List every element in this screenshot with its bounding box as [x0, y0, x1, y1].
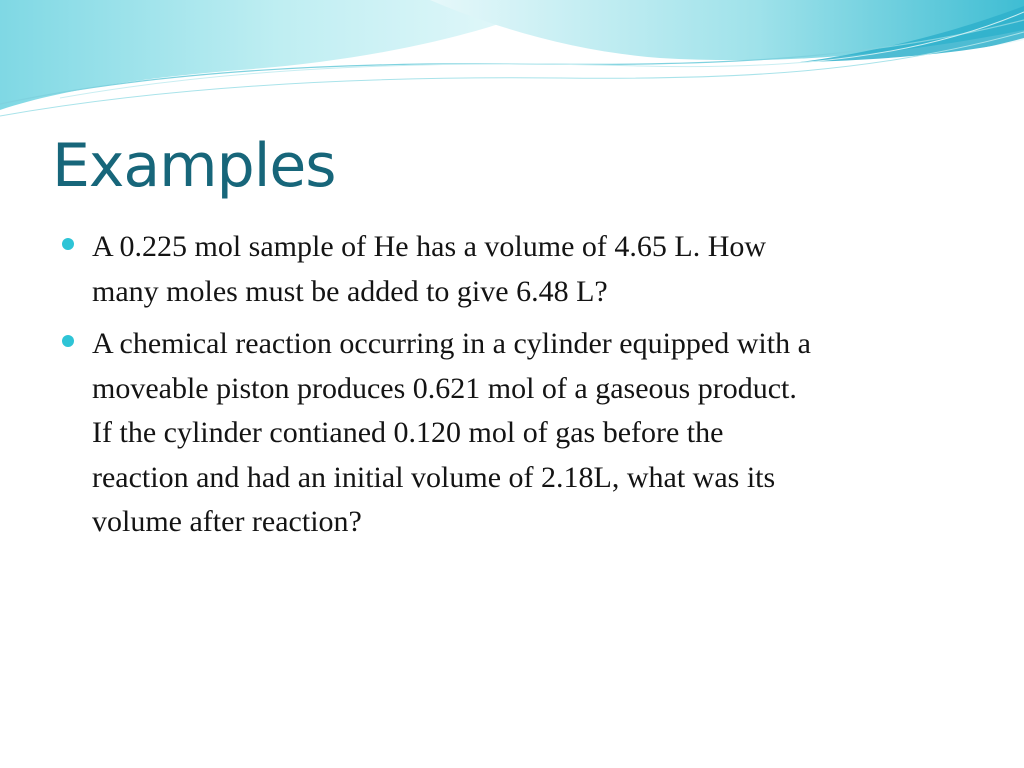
bullet-item	[58, 225, 958, 314]
bullet-dot-icon	[62, 238, 74, 250]
bullet-text: A 0.225 mol sample of He has a volume of 4.65 L. How many moles must be added to give 6.48 L?	[92, 230, 767, 308]
bullet-dot-icon	[62, 335, 74, 347]
bullet-item	[58, 322, 958, 545]
bullet-list	[58, 225, 958, 553]
slide-title: Examples	[52, 131, 336, 201]
bullet-text: A chemical reaction occurring in a cylinder equipped with a moveable piston produces 0.621 mol of a gaseous product. If the cylinder contianed 0.120 mol of gas before the reaction and had an initial volume of 2.18L, what was its volume after reaction?	[92, 327, 811, 538]
header-wave-decoration	[0, 0, 1024, 130]
